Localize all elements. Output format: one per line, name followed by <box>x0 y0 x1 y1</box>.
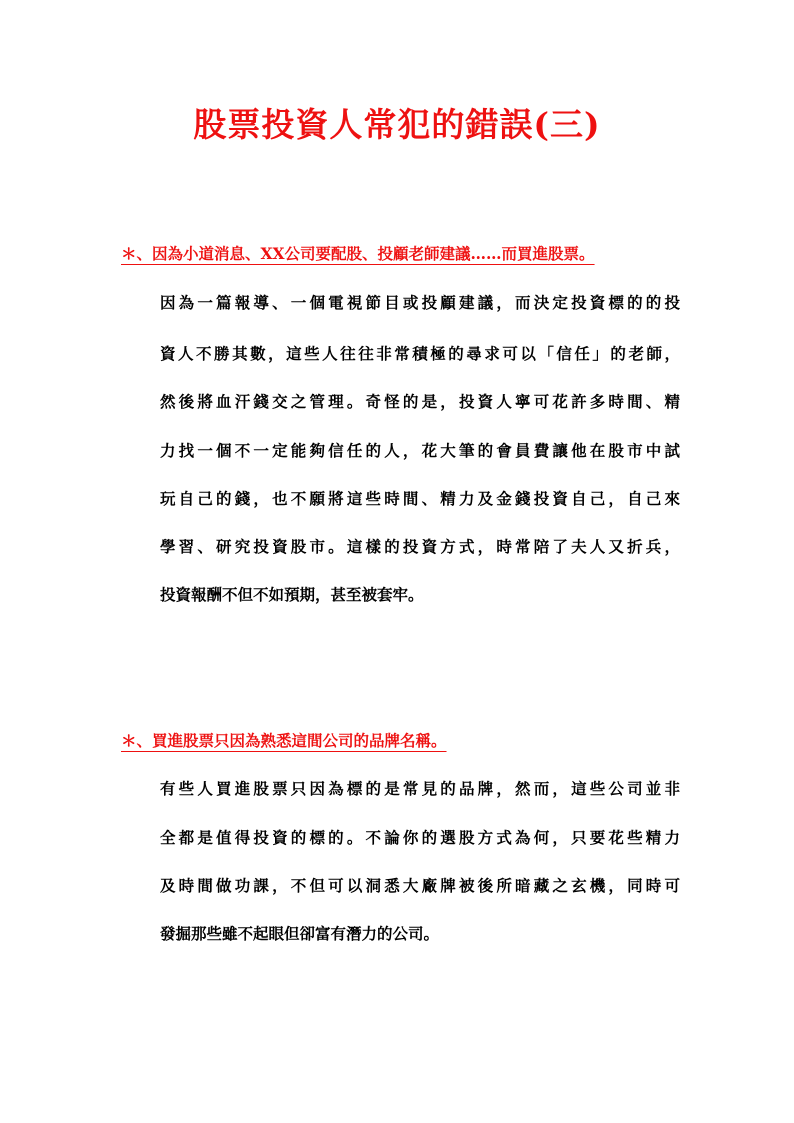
paragraph-line: 資人不勝其數，這些人往往非常積極的尋求可以「信任」的老師， <box>160 344 680 363</box>
paragraph-line: 有些人買進股票只因為標的是常見的品牌，然而，這些公司並非 <box>160 779 680 798</box>
paragraph-line: 玩自己的錢，也不願將這些時間、精力及金錢投資自己，自己來 <box>160 489 680 508</box>
section-heading: ＊、因為小道消息、XX公司要配股、投顧老師建議……而買進股票。 <box>121 244 595 263</box>
paragraph-line: 及時間做功課，不但可以洞悉大廠牌被後所暗藏之玄機，同時可 <box>160 876 680 895</box>
page-title: 股票投資人常犯的錯誤(三) <box>193 105 601 144</box>
paragraph-line: 學習、研究投資股市。這樣的投資方式，時常陪了夫人又折兵， <box>160 537 680 556</box>
section-heading: ＊、買進股票只因為熟悉這間公司的品牌名稱。 <box>121 731 447 750</box>
paragraph-line: 全都是值得投資的標的。不論你的選股方式為何，只要花些精力 <box>160 828 680 847</box>
paragraph-line: 因為一篇報導、一個電視節目或投顧建議，而決定投資標的的投 <box>160 293 680 312</box>
paragraph-line: 投資報酬不但不如預期，甚至被套牢。 <box>160 585 424 604</box>
paragraph-line: 發掘那些雖不起眼但卻富有潛力的公司。 <box>160 924 440 943</box>
paragraph-line: 然後將血汗錢交之管理。奇怪的是，投資人寧可花許多時間、精 <box>160 392 680 411</box>
paragraph-line: 力找一個不一定能夠信任的人，花大筆的會員費讓他在股市中試 <box>160 441 680 460</box>
